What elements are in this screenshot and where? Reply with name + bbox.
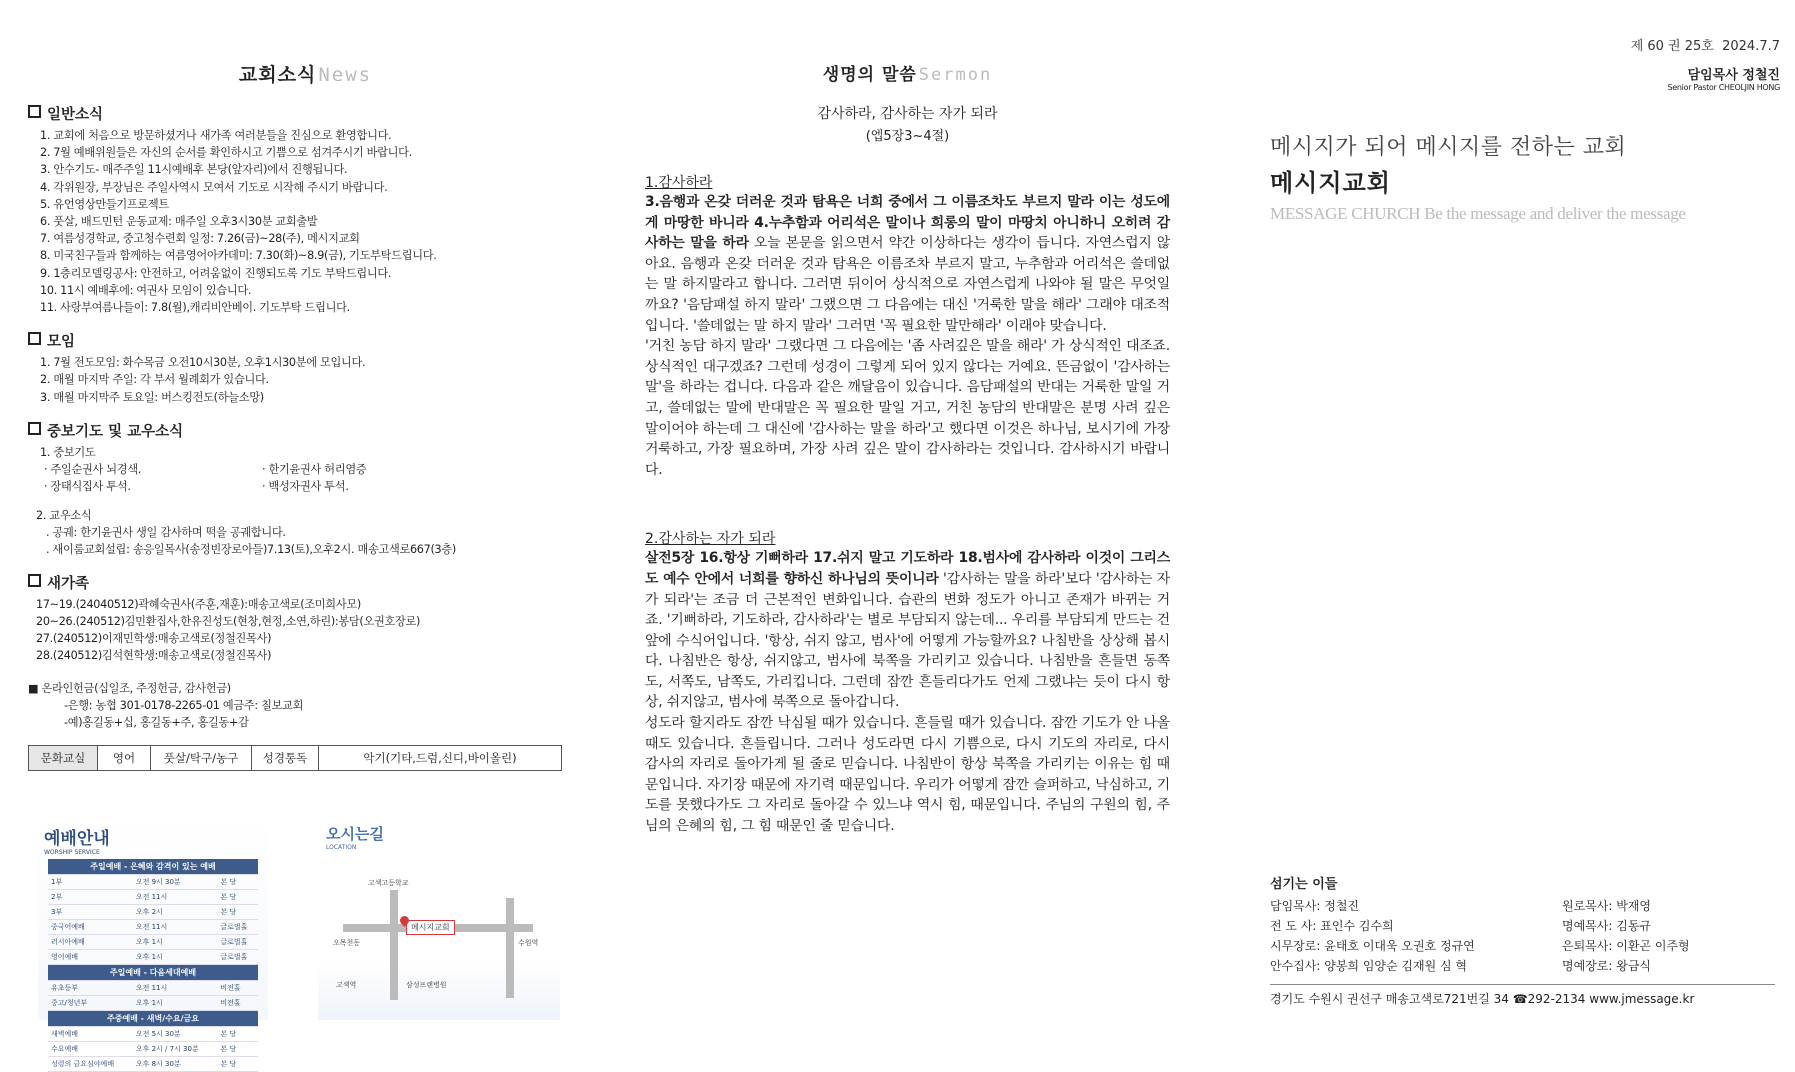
list-item: 2. 7월 예배위원들은 자신의 순서를 확인하시고 기쁨으로 섬겨주시기 바랍니다. xyxy=(40,146,412,160)
table-cell: 본 당 xyxy=(217,890,258,905)
issue-date: 2024.7.7 xyxy=(1722,39,1780,54)
member-news xyxy=(28,524,583,558)
table-cell: 오전 11시 xyxy=(133,890,218,905)
worship-section-header: 주중예배 - 새벽/수요/금요 xyxy=(48,1011,258,1027)
sermon-title-ko: 생명의 말씀 xyxy=(822,65,917,85)
newcomers-heading xyxy=(28,572,583,593)
square-bullet-icon xyxy=(28,422,41,435)
newcomers-heading-text: 새가족 xyxy=(47,575,90,592)
list-item: 7. 여름성경학교, 중고청수련회 일정: 7.26(금)~28(주), 메시지교회 xyxy=(40,232,360,246)
table-cell: 2부 xyxy=(48,890,133,905)
table-row xyxy=(48,890,258,905)
staff-row xyxy=(1270,916,1775,936)
staff-entry: 담임목사: 정철진 xyxy=(1270,899,1360,913)
prayer-sub2: 2. 교우소식 xyxy=(36,508,92,522)
table-cell: 오후 1시 xyxy=(133,996,218,1011)
staff-row xyxy=(1270,956,1775,976)
location-title-en: LOCATION xyxy=(326,844,357,851)
sermon-column xyxy=(645,60,1170,1020)
staff-entry: 명예장로: 왕금식 xyxy=(1562,959,1652,973)
list-item: 20~26.(240512)김민환집사,한유진성도(현창,현정,소연,하린):봉담(오권호장로) xyxy=(36,614,421,628)
offering-title-text: 온라인헌금(십일조, 주정헌금, 감사헌금) xyxy=(41,681,231,695)
table-cell: 본 당 xyxy=(217,1042,258,1057)
table-cell: 러시아예배 xyxy=(48,935,133,950)
table-cell: 오후 1시 xyxy=(133,950,218,965)
offering-bank: -은행: 농협 301-0178-2265-01 예금주: 칠보교회 xyxy=(64,698,304,712)
table-cell: 글로벌홀 xyxy=(217,935,258,950)
tab-futsal[interactable]: 풋살/탁구/농구 xyxy=(151,746,252,770)
tab-culture[interactable]: 문화교실 xyxy=(29,746,98,770)
general-news-section xyxy=(28,103,583,316)
sermon-title xyxy=(645,60,1170,85)
news-title-ko: 교회소식 xyxy=(238,64,317,86)
table-cell: 본 당 xyxy=(217,1027,258,1042)
member-news-item: . 새이룸교회설립: 송응일목사(송정빈장로아들)7.13(토),오후2시. 매송고색로667(3층) xyxy=(46,542,456,556)
prayer-sub1: 1. 중보기도 xyxy=(40,445,96,459)
pastor-label: 담임목사 정철진 xyxy=(1687,68,1780,83)
location-panel xyxy=(318,820,560,1020)
list-item: 3. 매월 마지막주 토요일: 버스킹전도(하늘소망) xyxy=(40,390,264,404)
table-row xyxy=(48,1057,258,1072)
list-item: 10. 11시 예배후에: 여권사 모임이 있습니다. xyxy=(40,283,252,297)
staff-entry: 전 도 사: 표인수 김수희 xyxy=(1270,919,1394,933)
culture-tabs xyxy=(28,745,562,771)
issue-number: 제 60 권 25호 xyxy=(1630,39,1714,54)
table-cell: 오전 11시 xyxy=(133,981,218,996)
list-item: 4. 각위원장, 부장님은 주일사역시 모여서 기도로 시작해 주시기 바랍니다. xyxy=(40,180,388,194)
table-cell: 글로벌홀 xyxy=(217,950,258,965)
worship-section-header: 주일예배 - 은혜와 감격이 있는 예배 xyxy=(48,859,258,875)
staff-row xyxy=(1270,936,1775,956)
staff-entry: 안수집사: 양봉희 임양순 김재원 심 혁 xyxy=(1270,959,1467,973)
list-item: 1. 7월 전도모임: 화수목금 오전10시30분, 오후1시30분에 모입니다. xyxy=(40,356,366,370)
table-row xyxy=(48,935,258,950)
pastor-en: Senior Pastor CHEOLJIN HONG xyxy=(1667,83,1780,92)
table-cell: 오후 2시 xyxy=(133,905,218,920)
prayer-section xyxy=(28,420,583,558)
church-address: 경기도 수원시 권선구 매송고색로721번길 34 ☎292-2134 www.jmessage.kr xyxy=(1270,984,1775,1007)
list-item: 1. 교회에 처음으로 방문하셨거나 새가족 여러분들을 진심으로 환영합니다. xyxy=(40,129,392,142)
newcomers-section xyxy=(28,572,583,664)
sermon-part1-text1: 오늘 본문을 읽으면서 약간 이상하다는 생각이 듭니다. 자연스럽지 않아요. 음행과 온갖 더러운 것과 탐욕은 이름조차 부르지 말고, 누추함과 어리석은 쓸데없는 말 하지말라고 합니다. 그러면 뒤이어 상식적으로 자연스럽게 나와야 될 말은 무엇일까요? '음담패설 하지 말라' 그랬으면 그 다음에는 대신 '거룩한 말을 해라' 그래야 대조적입니다. '쓸데없는 말 하지 말라' 그러면 '꼭 필요한 말만해라' 이래야 맞습니다. xyxy=(645,235,1170,334)
list-item: 9. 1층리모델링공사: 안전하고, 어려움없이 진행되도록 기도 부탁드립니다. xyxy=(40,266,392,280)
table-cell: 중국어예배 xyxy=(48,920,133,935)
table-cell: 본 당 xyxy=(217,875,258,890)
tab-bible[interactable]: 성경통독 xyxy=(252,746,319,770)
sermon-part1 xyxy=(645,172,1170,480)
location-title: 오시는길 xyxy=(326,825,384,843)
sermon-part1-body xyxy=(645,192,1170,336)
table-row xyxy=(48,905,258,920)
map-road-vertical-left xyxy=(390,890,398,1000)
table-cell: 오전 11시 xyxy=(133,920,218,935)
list-item: 27.(240512)이재민학생:매송고색로(정철진목사) xyxy=(36,631,272,645)
staff-entry: 시무장로: 윤태호 이대욱 오권호 정규연 xyxy=(1270,939,1475,953)
sermon-part2-verse: 살전5장 16.항상 기뻐하라 17.쉬지 말고 기도하라 18.범사에 감사하라 이것이 그리스도 예수 안에서 너희를 향하신 하나님의 뜻이니라 xyxy=(645,550,1170,587)
table-cell: 중고/청년부 xyxy=(48,996,133,1011)
staff-entry: 명예목사: 김동규 xyxy=(1562,919,1652,933)
offering-title xyxy=(28,680,583,697)
worship-guide-panel xyxy=(38,820,268,1068)
table-cell: 오후 1시 xyxy=(133,935,218,950)
list-item: 11. 사랑부여름나들이: 7.8(월),캐리비안베이. 기도부탁 드립니다. xyxy=(40,301,350,315)
offering-section xyxy=(28,680,583,731)
list-item: 5. 유언영상만들기프로젝트 xyxy=(40,197,169,211)
church-column xyxy=(1270,35,1780,1020)
prayer-heading-text: 중보기도 및 교우소식 xyxy=(47,423,184,440)
table-cell: 본 당 xyxy=(217,1057,258,1072)
worship-guide-title: 예배안내 xyxy=(44,829,110,849)
table-row xyxy=(48,981,258,996)
sermon-part1-verse: 3.음행과 온갖 더러운 것과 탐욕은 너희 중에서 그 이름조차도 부르지 말라 이는 성도에게 마땅한 바니라 4.누추함과 어리석은 말이나 희롱의 말이 마땅치 아니하니 오히려 감사하는 말을 하라 xyxy=(645,194,1170,252)
table-cell: 본 당 xyxy=(217,905,258,920)
map-label-left: 오목천동 xyxy=(333,939,361,947)
sermon-title-en: Sermon xyxy=(918,65,993,85)
table-cell: 3부 xyxy=(48,905,133,920)
table-cell: 성령의 금요심야예배 xyxy=(48,1057,133,1072)
map-label-church: 메시지교회 xyxy=(406,920,455,935)
map-label-hospital: 삼성프랜병원 xyxy=(406,981,447,989)
sermon-part1-body2: '거친 농담 하지 말라' 그랬다면 그 다음에는 '좀 사려깊은 말을 해라' 가 상식적인 대조죠. 상식적인 대구겠죠? 그런데 성경이 그렇게 되어 있지 않다는 거예요. 뜬금없이 '감사하는 말'을 하라는 겁니다. 다음과 같은 깨달음이 있습니다. 음담패설의 반대는 거룩한 말일 거고, 쓸데없는 말에 반대말은 꼭 필요한 말일 거고, 거친 농담의 반대말은 분명 사려 깊은 말이어야 하는데 그 대신에 '감사하는 말을 하라'고 했다면 이것은 하나님, 보시기에 가장 거룩하고, 가장 필요하며, 가장 사려 깊은 말이 감사하라는 것입니다. 감사하시기 바랍니다. xyxy=(645,338,1170,478)
prayer-person: · 장태식집사 투석. xyxy=(44,479,131,493)
map-road-vertical-right xyxy=(506,898,514,998)
staff-section xyxy=(1270,873,1775,1007)
map-label-bottom-left: 고색역 xyxy=(336,981,357,989)
church-name: 메시지교회 xyxy=(1270,169,1391,197)
news-title-en: News xyxy=(318,64,373,86)
map-label-right: 수원역 xyxy=(518,939,539,947)
sermon-reference: (엡5장3~4절) xyxy=(865,129,950,144)
staff-title: 섬기는 이들 xyxy=(1270,877,1338,892)
worship-section-header: 주일예배 - 다음세대예배 xyxy=(48,965,258,981)
staff-row xyxy=(1270,896,1775,916)
table-cell: 새벽예배 xyxy=(48,1027,133,1042)
meetings-heading-text: 모임 xyxy=(47,334,76,351)
table-row xyxy=(48,875,258,890)
sermon-part2-text1: '감사하는 말을 하라'보다 '감사하는 자가 되라'는 조금 더 근본적인 변화입니다. 습관의 변화 정도가 아니고 존재가 바뀌는 거죠. '기뻐하라, 기도하라, 감사하라'는 별로 부담되지 않는데... 우리를 부담되게 만드는 건 앞에 수식어입니다. '항상, 쉬지 않고, 범사'에 어떻게 가능할까요? 나침반을 상상해 봅시다. 나침반은 항상, 쉬지않고, 범사에 북쪽을 가리키고 있습니다. 나침반을 흔들면 동쪽도, 서쪽도, 남쪽도, 가리킵니다. 그런데 잠깐 흔들리다가도 언제 그랬냐는 듯이 다시 항상, 쉬지않고, 범사에 북쪽으로 돌아갑니다. xyxy=(645,570,1170,711)
map-label-school: 고색고등학교 xyxy=(368,879,409,887)
prayer-person: · 백성자권사 투석. xyxy=(262,479,349,493)
issue-line xyxy=(1270,35,1780,54)
list-item: 17~19.(24040512)곽혜숙권사(주훈,재훈):매송고색로(조미희사모) xyxy=(36,597,361,611)
news-title xyxy=(28,60,583,87)
tab-english[interactable]: 영어 xyxy=(98,746,151,770)
square-bullet-icon xyxy=(28,332,41,345)
table-row xyxy=(48,1027,258,1042)
table-cell: 오후 8시 30분 xyxy=(133,1057,218,1072)
meetings-heading xyxy=(28,330,583,351)
prayer-heading xyxy=(28,420,583,441)
table-row xyxy=(48,920,258,935)
worship-table xyxy=(48,859,258,1072)
square-bullet-icon xyxy=(28,574,41,587)
list-item: 28.(240512)김석현학생:매송고색로(정철진목사) xyxy=(36,648,272,662)
list-item: 3. 안수기도- 매주주일 11시예배후 본당(앞자리)에서 진행됩니다. xyxy=(40,163,348,177)
newcomers-list xyxy=(28,596,583,664)
table-cell: 글로벌홀 xyxy=(217,920,258,935)
bullet-icon: ■ xyxy=(28,681,42,695)
table-cell: 오전 9시 30분 xyxy=(133,875,218,890)
table-cell: 비전홀 xyxy=(217,981,258,996)
general-news-list xyxy=(28,127,583,316)
table-cell: 비전홀 xyxy=(217,996,258,1011)
news-column xyxy=(28,60,583,1068)
table-row xyxy=(48,1042,258,1057)
prayer-person: · 한기윤권사 허리염증 xyxy=(262,462,367,476)
prayer-people xyxy=(28,461,583,495)
prayer-row xyxy=(44,461,583,478)
meetings-section xyxy=(28,330,583,406)
table-cell: 유초등부 xyxy=(48,981,133,996)
church-slogan: 메시지가 되어 메시지를 전하는 교회 xyxy=(1270,135,1627,160)
table-cell: 오후 2시 / 7시 30분 xyxy=(133,1042,218,1057)
staff-entry: 원로목사: 박재영 xyxy=(1562,899,1652,913)
table-cell: 오전 5시 30분 xyxy=(133,1027,218,1042)
table-cell: 1부 xyxy=(48,875,133,890)
sermon-part1-heading: 1.감사하라 xyxy=(645,175,713,191)
meetings-list xyxy=(28,354,583,406)
worship-guide-title-en: WORSHIP SERVICE xyxy=(44,849,100,856)
general-news-heading xyxy=(28,103,583,124)
general-news-heading-text: 일반소식 xyxy=(47,107,104,123)
sermon-part2-body2: 성도라 할지라도 잠깐 낙심될 때가 있습니다. 흔들릴 때가 있습니다. 잠깐 기도가 안 나올 때도 있습니다. 흔들립니다. 그러나 성도라면 다시 기쁨으로, 다시 기도의 자리로, 다시 감사의 자리로 돌아가게 될 줄로 믿습니다. 나침반이 항상 북쪽을 가리키는 이유는 힘 때문입니다. 자기장 때문에 자기력 때문입니다. 우리가 어떻게 잠깐 슬퍼하고, 낙심하고, 기도를 못했다가도 그 자리로 돌아갈 수 있느냐 역시 힘, 때문입니다. 주님의 구원의 힘, 주님의 은혜의 힘, 그 힘 때문인 줄 믿습니다. xyxy=(645,715,1170,835)
tab-instruments[interactable]: 악기(기타,드럼,신디,바이올린) xyxy=(363,750,517,765)
table-row xyxy=(48,950,258,965)
church-name-en: MESSAGE CHURCH Be the message and deliver the message xyxy=(1270,204,1686,223)
sermon-part2 xyxy=(645,528,1170,836)
list-item: 6. 풋살, 배드민턴 운동교제: 매주일 오후3시30분 교회출발 xyxy=(40,215,318,229)
table-cell: 수요예배 xyxy=(48,1042,133,1057)
sermon-part2-body xyxy=(645,548,1170,713)
offering-example: -예)홍길동+십, 홍길동+주, 홍길동+감 xyxy=(64,715,249,729)
table-row xyxy=(48,996,258,1011)
table-cell: 영어예배 xyxy=(48,950,133,965)
staff-entry: 은퇴목사: 이환곤 이주형 xyxy=(1562,939,1690,953)
list-item: 8. 미국친구들과 함께하는 여름영어아카데미: 7.30(화)~8.9(금), 기도부탁드립니다. xyxy=(40,249,437,263)
prayer-person: · 주일순권사 뇌경색. xyxy=(44,462,142,476)
sermon-heading: 감사하라, 감사하는 자가 되라 xyxy=(817,106,998,122)
sermon-part2-heading: 2.감사하는 자가 되라 xyxy=(645,531,776,548)
member-news-item: . 공궤: 한기윤권사 생일 감사하며 떡을 공궤합니다. xyxy=(46,525,286,539)
prayer-row xyxy=(44,478,583,495)
list-item: 2. 매월 마지막 주일: 각 부서 월례회가 있습니다. xyxy=(40,373,269,387)
square-bullet-icon xyxy=(28,105,41,118)
